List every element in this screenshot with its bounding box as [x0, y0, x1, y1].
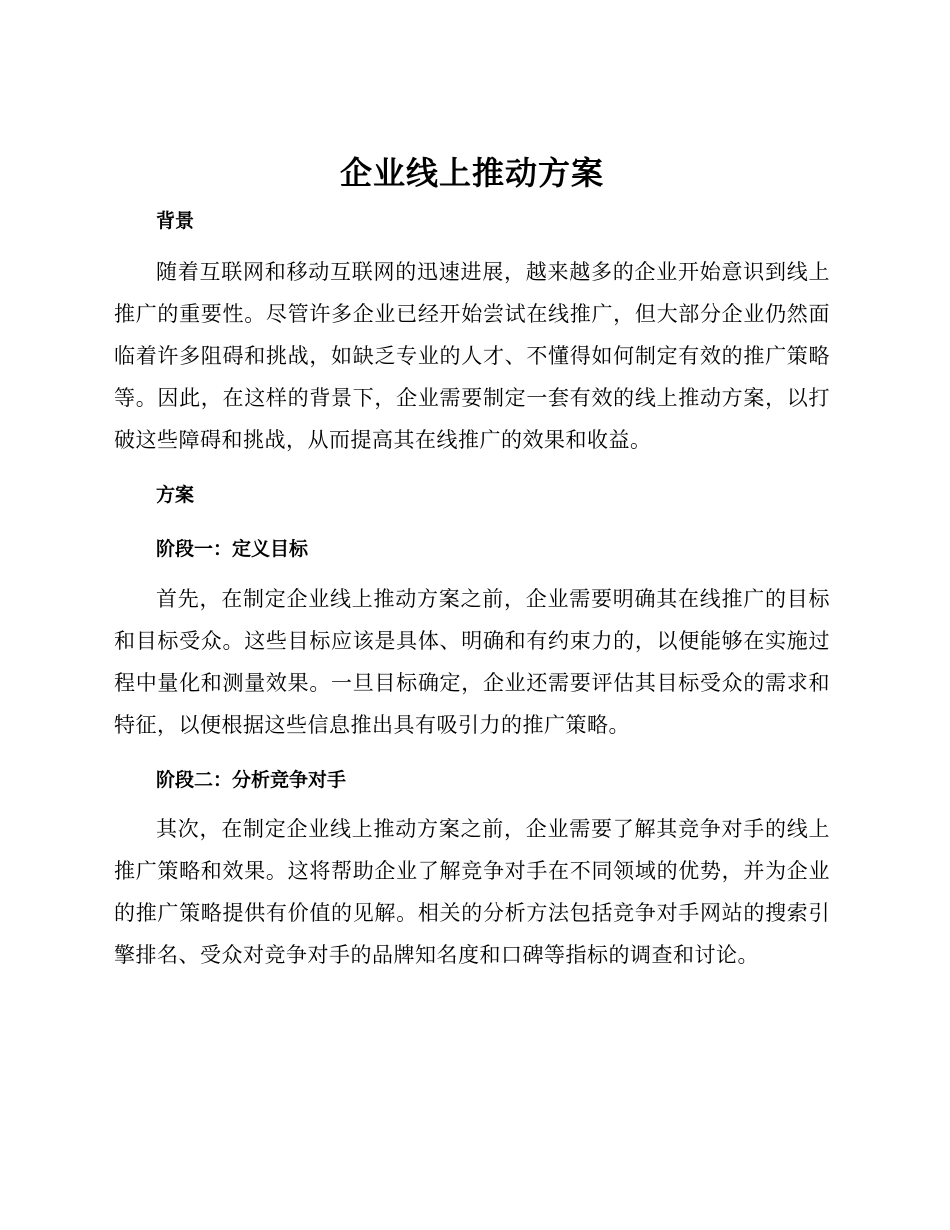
document-body: [114, 150, 830, 976]
document-title: 企业线上推动方案: [339, 154, 604, 192]
section-heading-stage-1: 阶段一：定义目标: [156, 538, 309, 560]
paragraph-stage-2: 其次，在制定企业线上推动方案之前，企业需要了解其竞争对手的线上推广策略和效果。这将帮助企业了解竞争对手在不同领域的优势，并为企业的推广策略提供有价值的见解。相关的分析方法包括竞争对手网站的搜索引擎排名、受众对竞争对手的品牌知名度和口碑等指标的调查和讨论。: [114, 817, 830, 967]
section-heading-background: 背景: [156, 210, 195, 232]
section-heading-stage-2: 阶段二：分析竞争对手: [156, 769, 347, 791]
paragraph-background: 随着互联网和移动互联网的迅速进展，越来越多的企业开始意识到线上推广的重要性。尽管许多企业已经开始尝试在线推广，但大部分企业仍然面临着许多阻碍和挑战，如缺乏专业的人才、不懂得如何制定有效的推广策略等。因此，在这样的背景下，企业需要制定一套有效的线上推动方案，以打破这些障碍和挑战，从而提高其在线推广的效果和收益。: [114, 260, 830, 452]
paragraph-stage-1: 首先，在制定企业线上推动方案之前，企业需要明确其在线推广的目标和目标受众。这些目标应该是具体、明确和有约束力的，以便能够在实施过程中量化和测量效果。一旦目标确定，企业还需要评估其目标受众的需求和特征，以便根据这些信息推出具有吸引力的推广策略。: [114, 587, 830, 737]
section-heading-plan: 方案: [156, 484, 195, 506]
